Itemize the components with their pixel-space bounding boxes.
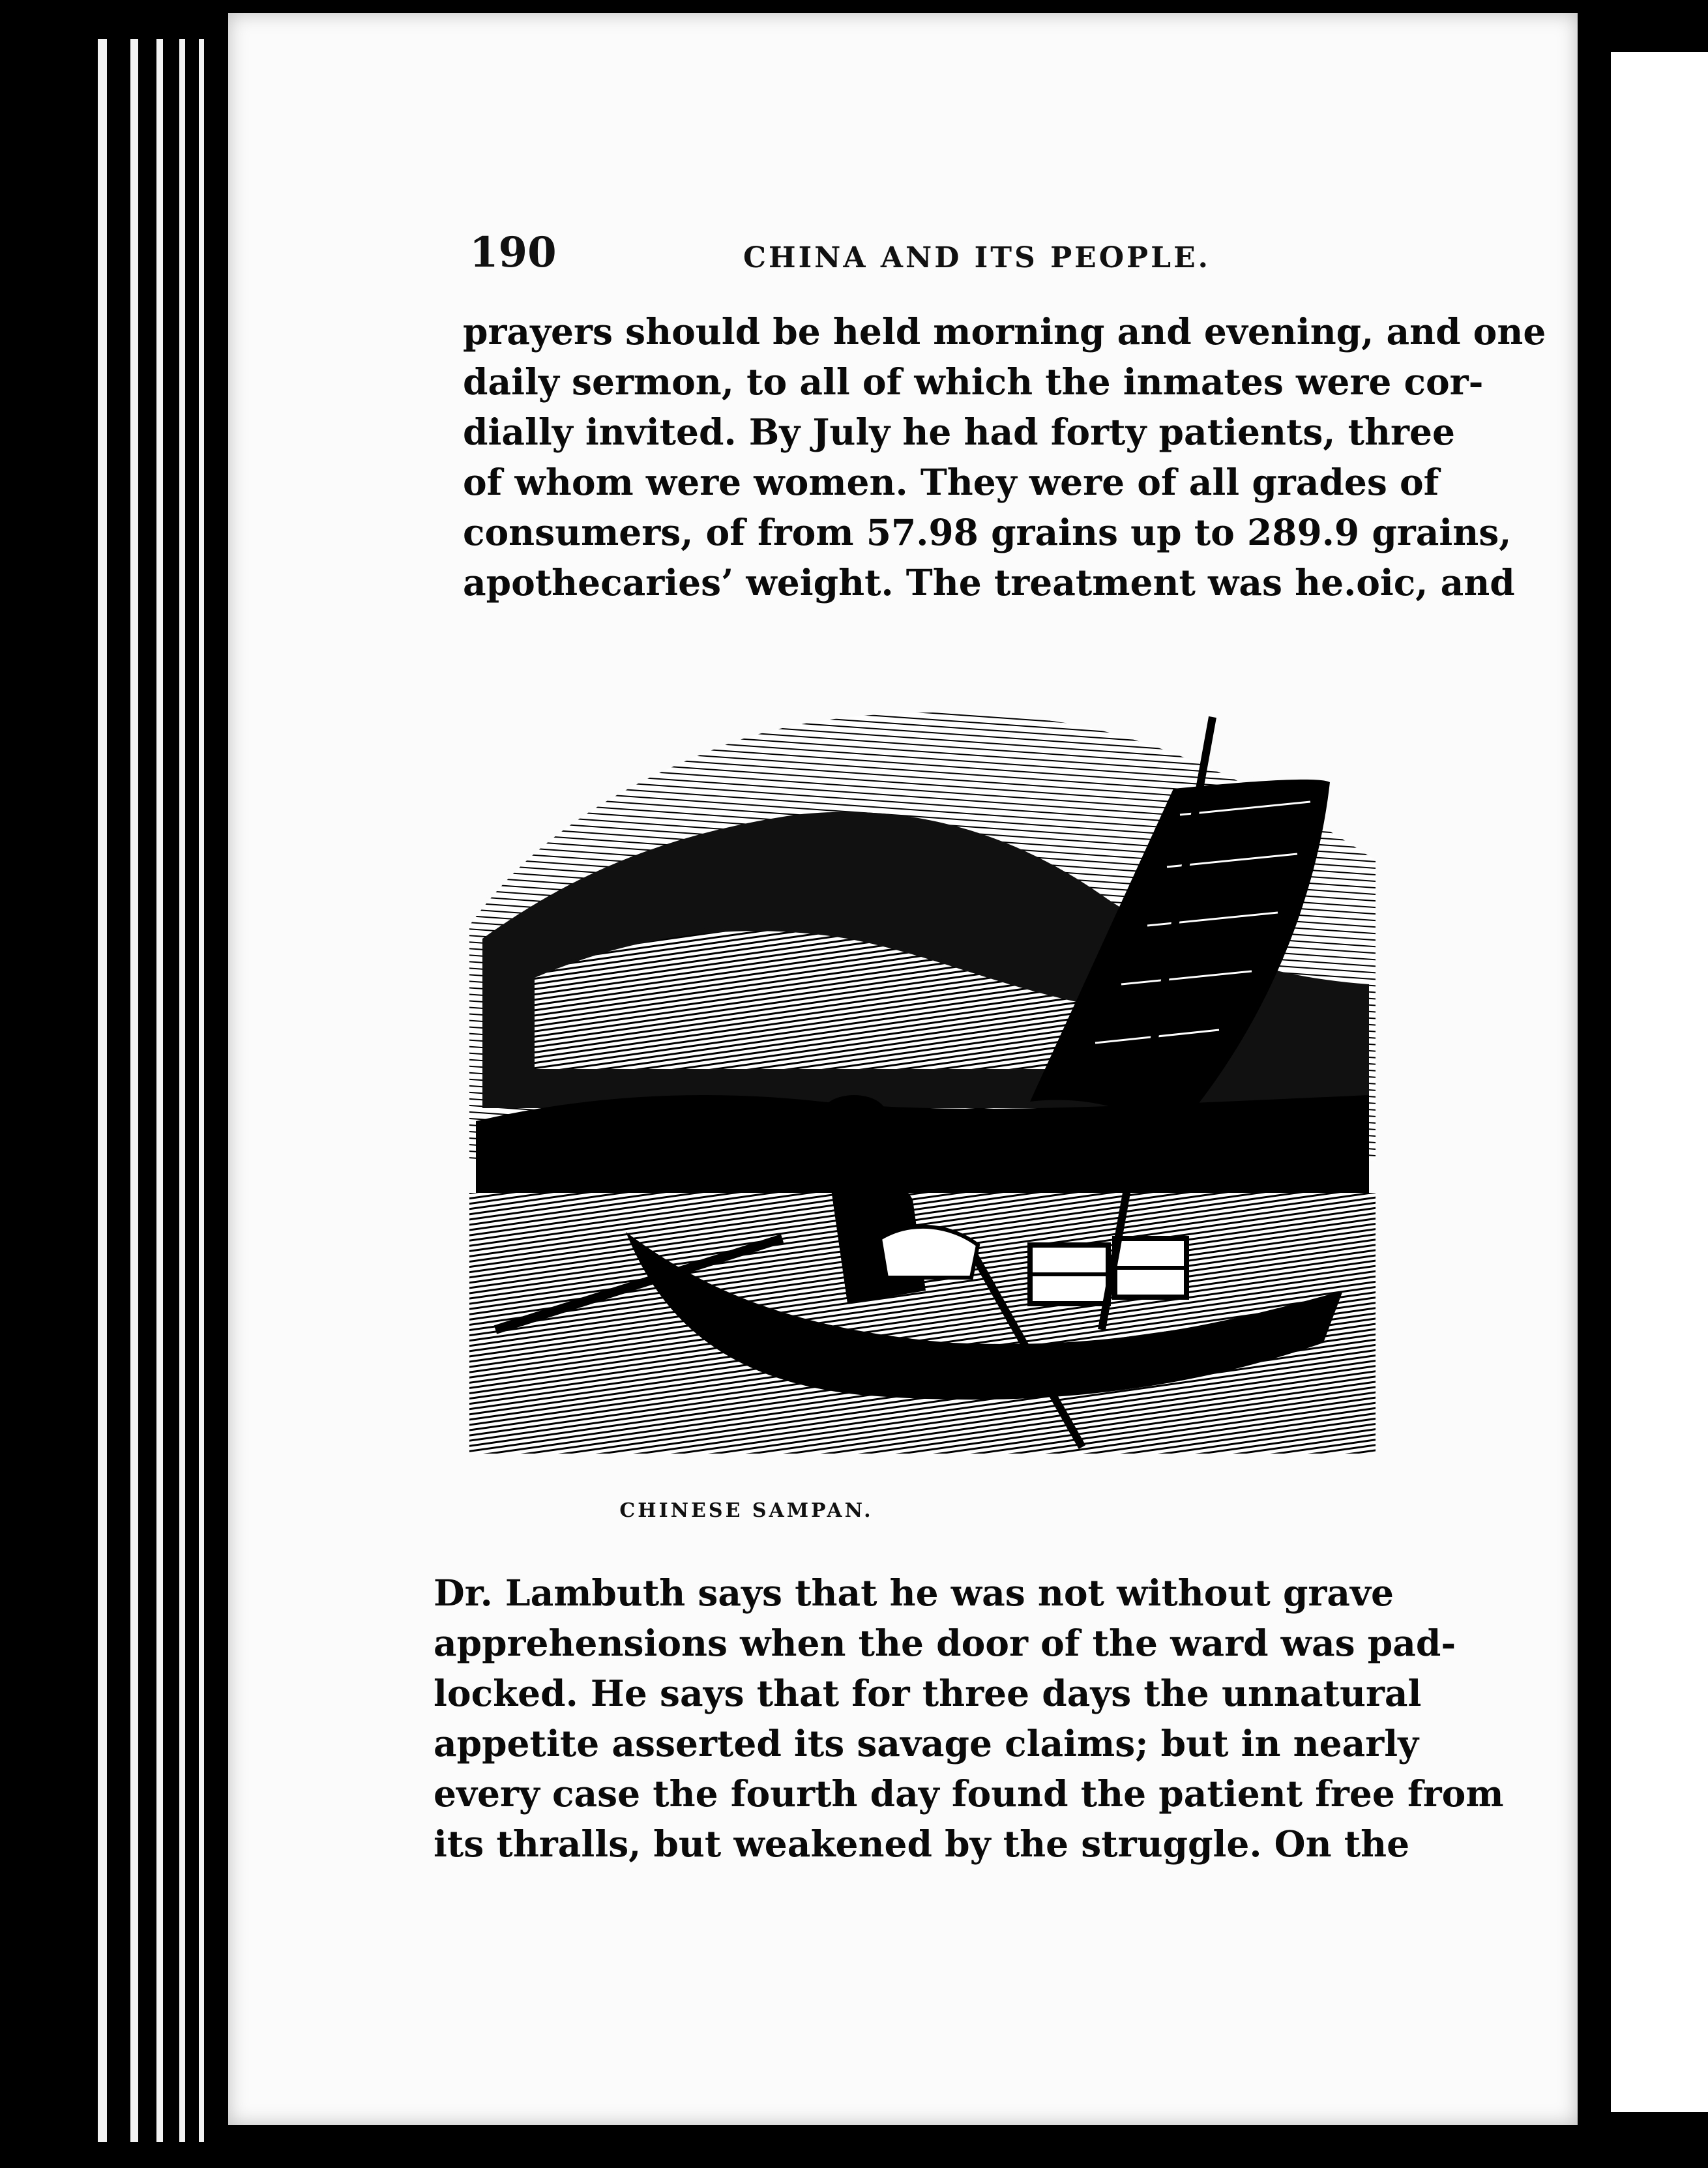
page-number: 190 <box>469 228 557 277</box>
running-head-title: CHINA AND ITS PEOPLE. <box>743 241 1211 274</box>
page-edge <box>130 39 138 2142</box>
text-line: its thralls, but weakened by the struggle. On the <box>434 1823 1410 1865</box>
text-line: locked. He says that for three days the unnatural <box>434 1672 1422 1714</box>
sampan-engraving <box>456 704 1382 1473</box>
running-header <box>469 228 1434 287</box>
text-line: dially invited. By July he had forty patients, three <box>463 411 1455 453</box>
facing-page-strip <box>1600 52 1708 2112</box>
figure-caption-text: CHINESE SAMPAN. <box>619 1499 874 1522</box>
text-line: apprehensions when the door of the ward was pad- <box>434 1622 1456 1664</box>
text-line: of whom were women. They were of all grades of <box>463 461 1439 503</box>
page-edge <box>179 39 185 2142</box>
text-line: Dr. Lambuth says that he was not without grave <box>434 1572 1394 1614</box>
text-line: prayers should be held morning and evening, and one <box>463 310 1546 353</box>
page-edge <box>199 39 204 2142</box>
text-line: appetite asserted its savage claims; but in nearly <box>434 1722 1419 1765</box>
paragraph-bottom <box>434 1568 1504 1869</box>
page-edge <box>156 39 163 2142</box>
figure-caption <box>0 1499 1708 1522</box>
text-line: every case the fourth day found the patient free from <box>434 1772 1504 1815</box>
text-line: consumers, of from 57.98 grains up to 289.9 grains, <box>463 511 1512 553</box>
page-gutter-line <box>1600 52 1611 2112</box>
paragraph-top <box>463 306 1546 608</box>
text-line: apothecaries’ weight. The treatment was he.oic, and <box>463 561 1515 604</box>
page-edge <box>98 39 107 2142</box>
text-line: daily sermon, to all of which the inmates were cor- <box>463 360 1484 403</box>
